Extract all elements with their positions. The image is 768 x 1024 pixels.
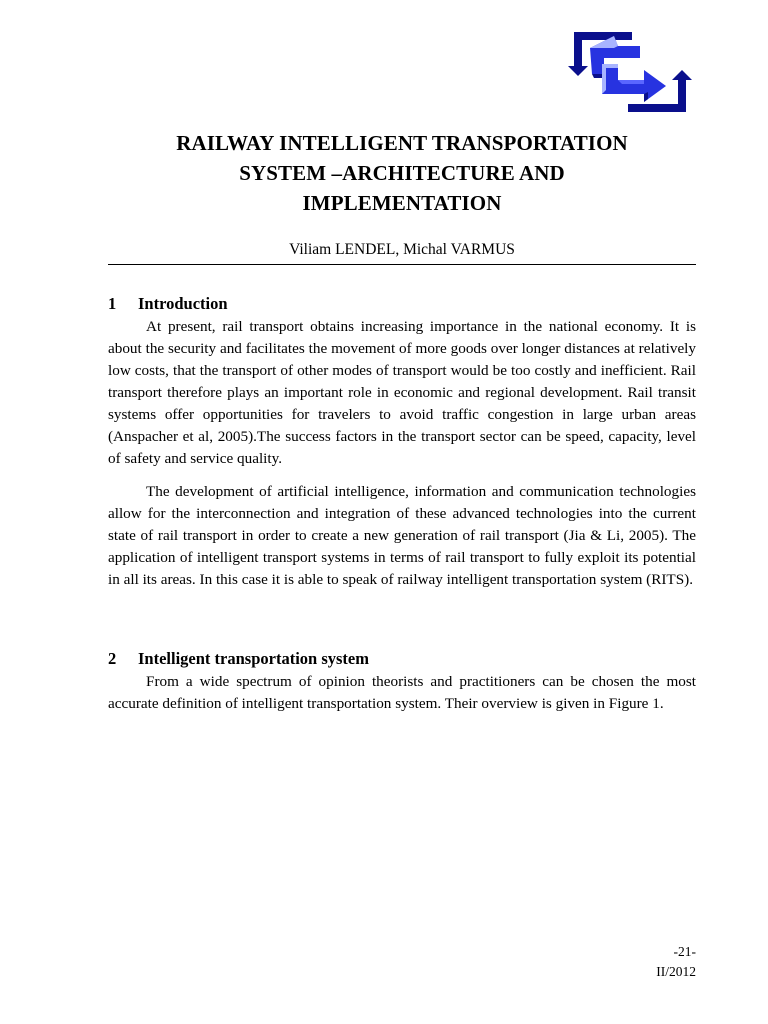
issue-label: II/2012 — [656, 964, 696, 979]
title-line-2: SYSTEM –ARCHITECTURE AND — [239, 161, 565, 185]
section-title: Intelligent transportation system — [138, 649, 369, 668]
section-heading — [108, 648, 696, 670]
title-line-3: IMPLEMENTATION — [302, 191, 502, 215]
page-footer — [656, 942, 696, 982]
section-introduction — [108, 293, 696, 591]
header-divider — [108, 264, 696, 265]
section-number: 1 — [108, 294, 117, 313]
title-line-1: RAILWAY INTELLIGENT TRANSPORTATION — [176, 131, 628, 155]
section-heading — [108, 293, 696, 315]
section-number: 2 — [108, 649, 117, 668]
page-number: -21- — [673, 944, 696, 959]
paragraph: From a wide spectrum of opinion theorists and practitioners can be chosen the most accurate definition of intelligent transportation system. Their overview is given in Figure 1. — [108, 673, 696, 712]
paragraph: The development of artificial intelligence, information and communication technologies allow for the interconnection and integration of these advanced technologies into the current state of rail transport in order to create a new generation of rail transport (Jia & Li, 2005). The application of intelligent transport systems in terms of rail transport to fully exploit its potential in all its areas. In this case it is able to speak of railway intelligent transportation system (RITS). — [108, 483, 696, 588]
section-its — [108, 648, 696, 715]
paper-title — [108, 128, 696, 218]
journal-logo-icon — [562, 28, 698, 118]
logo-graphic — [562, 28, 698, 118]
section-title: Introduction — [138, 294, 228, 313]
paragraph: At present, rail transport obtains increasing importance in the national economy. It is about the security and facilitates the movement of more goods over longer distances at relatively low costs, that the transport of other modes of transport would be too costly and inefficient. Rail transport therefore plays an important role in economic and regional development. Rail transit systems offer opportunities for travelers to avoid traffic congestion in large urban areas (Anspacher et al, 2005).The success factors in the transport sector can be speed, capacity, level of safety and service quality. — [108, 318, 696, 467]
authors: Viliam LENDEL, Michal VARMUS — [289, 241, 515, 258]
